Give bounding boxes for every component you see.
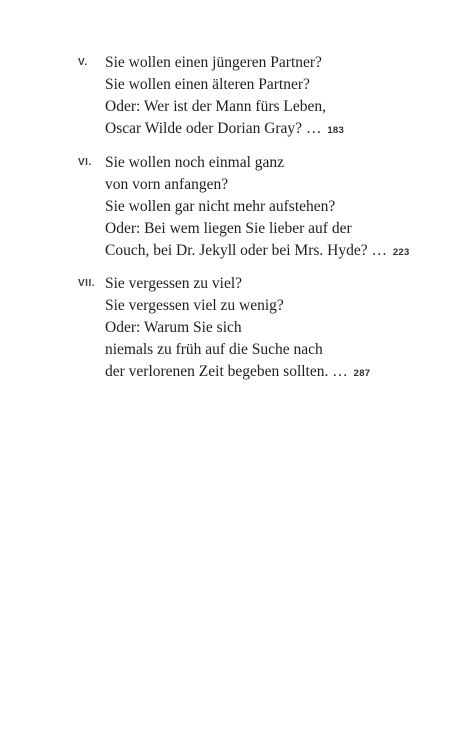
entry-line: Sie wollen einen älteren Partner? — [105, 76, 310, 93]
entry-line: Oder: Warum Sie sich — [105, 319, 242, 336]
entry-line: von vorn anfangen? — [105, 176, 229, 193]
entry-line: Oder: Wer ist der Mann fürs Leben, — [105, 98, 326, 115]
page-number: 287 — [353, 368, 371, 379]
entry-line-text: der verlorenen Zeit begeben sollten. … — [105, 363, 348, 380]
entry-line: niemals zu früh auf die Suche nach — [105, 341, 323, 358]
entry-line: Sie vergessen zu viel? — [105, 275, 243, 292]
entry-line-text: Oscar Wilde oder Dorian Gray? … — [105, 120, 322, 137]
page-number: 183 — [327, 125, 345, 136]
entry-text — [105, 152, 455, 264]
entry-text — [105, 52, 455, 142]
entry-line: Oder: Bei wem liegen Sie lieber auf der — [105, 220, 352, 237]
entry-line: Sie wollen einen jüngeren Partner? — [105, 54, 322, 71]
entry-line: Sie vergessen viel zu wenig? — [105, 297, 284, 314]
entry-line: Sie wollen noch einmal ganz — [105, 154, 285, 171]
entry-line-last — [105, 361, 455, 385]
entry-line-last — [105, 118, 455, 142]
section-numeral: VII. — [78, 278, 96, 289]
entry-line-last — [105, 240, 455, 264]
section-numeral: VI. — [78, 157, 92, 168]
entry-text — [105, 273, 455, 385]
entry-line: Sie wollen gar nicht mehr aufstehen? — [105, 198, 336, 215]
entry-line-text: Couch, bei Dr. Jekyll oder bei Mrs. Hyde? … — [105, 242, 387, 259]
page-number: 223 — [392, 247, 410, 258]
section-numeral: V. — [78, 57, 88, 68]
